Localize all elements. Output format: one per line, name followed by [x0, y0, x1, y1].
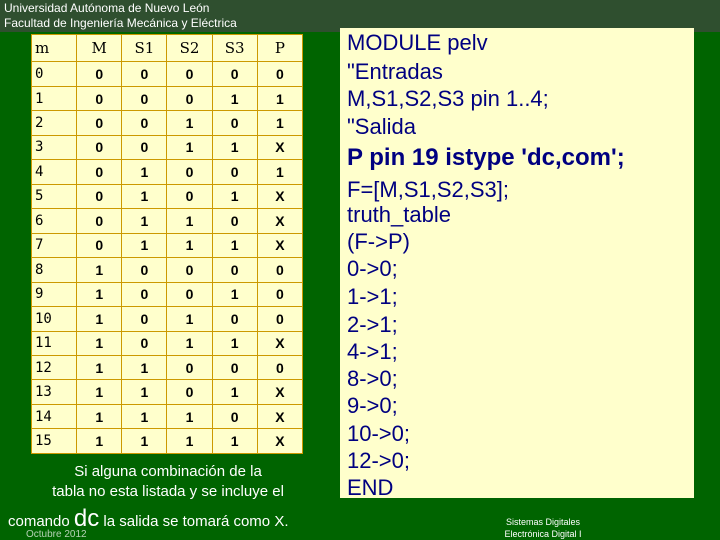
code-line: F=[M,S1,S2,S3]; [347, 177, 510, 202]
value-cell: 0 [257, 258, 302, 282]
value-cell: 0 [167, 282, 212, 306]
value-cell: X [257, 135, 302, 159]
value-cell: 1 [167, 111, 212, 135]
minterm-cell: 3 [32, 135, 77, 159]
value-cell: 0 [167, 184, 212, 208]
value-cell: 0 [212, 355, 257, 379]
code-line: 9->0; [347, 393, 398, 418]
value-cell: 0 [257, 282, 302, 306]
code-line: 4->1; [347, 339, 398, 364]
minterm-cell: 10 [32, 307, 77, 331]
dc-note-keyword: dc [73, 505, 100, 532]
value-cell: 1 [212, 233, 257, 257]
value-cell: X [257, 233, 302, 257]
value-cell: 0 [77, 184, 122, 208]
value-cell: 1 [122, 429, 167, 454]
footer-line1: Sistemas Digitales [505, 517, 581, 527]
table-row [32, 160, 303, 184]
column-header: m [32, 35, 77, 62]
value-cell: 0 [122, 111, 167, 135]
value-cell: 0 [212, 404, 257, 428]
code-line: P pin 19 istype 'dc,com'; [347, 144, 625, 171]
value-cell: 0 [167, 160, 212, 184]
value-cell: 0 [167, 62, 212, 86]
value-cell: 0 [77, 160, 122, 184]
table-row [32, 209, 303, 233]
dc-note-line1: Si alguna combinación de la [74, 463, 262, 480]
dc-note-line2: tabla no esta listada y se incluye el [52, 483, 284, 500]
code-line: (F->P) [347, 229, 410, 254]
value-cell: 0 [122, 282, 167, 306]
value-cell: 1 [167, 233, 212, 257]
dc-note [20, 462, 316, 502]
value-cell: 1 [257, 86, 302, 110]
value-cell: 0 [77, 86, 122, 110]
code-line: 8->0; [347, 366, 398, 391]
value-cell: 0 [122, 135, 167, 159]
value-cell: 1 [77, 380, 122, 404]
value-cell: 1 [212, 184, 257, 208]
code-line: 12->0; [347, 448, 410, 473]
table-row [32, 233, 303, 257]
code-line: M,S1,S2,S3 pin 1..4; [347, 86, 549, 111]
code-line: MODULE pelv [347, 30, 488, 55]
table-row [32, 331, 303, 355]
value-cell: 0 [257, 307, 302, 331]
table-row [32, 404, 303, 428]
value-cell: 0 [77, 111, 122, 135]
value-cell: 1 [167, 135, 212, 159]
value-cell: 0 [212, 209, 257, 233]
truth-table-panel [31, 34, 303, 454]
column-header: S1 [122, 35, 167, 62]
value-cell: 1 [167, 307, 212, 331]
table-row [32, 111, 303, 135]
value-cell: 0 [257, 355, 302, 379]
value-cell: 1 [77, 307, 122, 331]
code-line: 2->1; [347, 312, 398, 337]
column-header: S2 [167, 35, 212, 62]
column-header: S3 [212, 35, 257, 62]
table-row [32, 282, 303, 306]
minterm-cell: 0 [32, 62, 77, 86]
value-cell: 1 [77, 404, 122, 428]
minterm-cell: 7 [32, 233, 77, 257]
table-row [32, 184, 303, 208]
minterm-cell: 13 [32, 380, 77, 404]
table-row [32, 380, 303, 404]
value-cell: 1 [122, 184, 167, 208]
value-cell: 1 [212, 429, 257, 454]
value-cell: 0 [257, 62, 302, 86]
university-name: Universidad Autónoma de Nuevo León [4, 1, 210, 15]
value-cell: 0 [167, 380, 212, 404]
value-cell: 1 [257, 160, 302, 184]
code-line: truth_table [347, 202, 451, 227]
value-cell: 1 [122, 355, 167, 379]
table-row [32, 62, 303, 86]
value-cell: X [257, 429, 302, 454]
table-header-row [32, 35, 303, 62]
value-cell: X [257, 380, 302, 404]
column-header: P [257, 35, 302, 62]
faculty-name: Facultad de Ingeniería Mecánica y Eléctrica [4, 16, 237, 30]
table-row [32, 258, 303, 282]
minterm-cell: 12 [32, 355, 77, 379]
value-cell: 0 [212, 258, 257, 282]
minterm-cell: 5 [32, 184, 77, 208]
value-cell: 1 [167, 404, 212, 428]
value-cell: 1 [77, 282, 122, 306]
table-row [32, 429, 303, 454]
minterm-cell: 6 [32, 209, 77, 233]
minterm-cell: 14 [32, 404, 77, 428]
minterm-cell: 4 [32, 160, 77, 184]
value-cell: 0 [122, 86, 167, 110]
value-cell: 0 [77, 135, 122, 159]
value-cell: 0 [122, 307, 167, 331]
code-line: 1->1; [347, 284, 398, 309]
value-cell: 0 [212, 307, 257, 331]
dc-note-line3-post: la salida se tomará como X. [99, 513, 289, 530]
value-cell: 0 [77, 209, 122, 233]
value-cell: 1 [212, 86, 257, 110]
minterm-cell: 1 [32, 86, 77, 110]
value-cell: X [257, 404, 302, 428]
value-cell: 0 [77, 233, 122, 257]
value-cell: 1 [77, 429, 122, 454]
abel-code-panel [340, 28, 694, 498]
value-cell: 0 [167, 86, 212, 110]
value-cell: X [257, 184, 302, 208]
value-cell: 1 [77, 331, 122, 355]
value-cell: 1 [122, 233, 167, 257]
code-line: "Salida [347, 114, 416, 139]
value-cell: 0 [212, 111, 257, 135]
value-cell: 1 [212, 380, 257, 404]
code-line: END [347, 475, 394, 500]
code-line: 10->0; [347, 421, 410, 446]
code-line: 0->0; [347, 256, 398, 281]
value-cell: 0 [122, 258, 167, 282]
column-header: M [77, 35, 122, 62]
value-cell: 1 [77, 258, 122, 282]
minterm-cell: 11 [32, 331, 77, 355]
table-row [32, 355, 303, 379]
minterm-cell: 8 [32, 258, 77, 282]
value-cell: 0 [122, 331, 167, 355]
minterm-cell: 2 [32, 111, 77, 135]
value-cell: 0 [122, 62, 167, 86]
slide-date: Octubre 2012 [26, 529, 87, 540]
value-cell: 1 [77, 355, 122, 379]
table-row [32, 86, 303, 110]
table-row [32, 135, 303, 159]
footer-line2: Electrónica Digital I [504, 529, 582, 539]
value-cell: 1 [212, 135, 257, 159]
value-cell: 0 [212, 62, 257, 86]
value-cell: 1 [167, 429, 212, 454]
value-cell: 0 [167, 258, 212, 282]
value-cell: 1 [212, 282, 257, 306]
value-cell: 1 [167, 209, 212, 233]
value-cell: 1 [167, 331, 212, 355]
truth-table [31, 34, 303, 454]
value-cell: 0 [167, 355, 212, 379]
value-cell: X [257, 331, 302, 355]
table-row [32, 307, 303, 331]
code-line: "Entradas [347, 59, 443, 84]
minterm-cell: 15 [32, 429, 77, 454]
value-cell: 1 [212, 331, 257, 355]
minterm-cell: 9 [32, 282, 77, 306]
value-cell: 1 [122, 209, 167, 233]
course-footer [485, 516, 601, 540]
value-cell: 1 [122, 160, 167, 184]
value-cell: 0 [212, 160, 257, 184]
value-cell: 1 [122, 380, 167, 404]
value-cell: X [257, 209, 302, 233]
value-cell: 1 [122, 404, 167, 428]
value-cell: 0 [77, 62, 122, 86]
value-cell: 1 [257, 111, 302, 135]
dc-note-line3-pre: comando [8, 513, 74, 530]
